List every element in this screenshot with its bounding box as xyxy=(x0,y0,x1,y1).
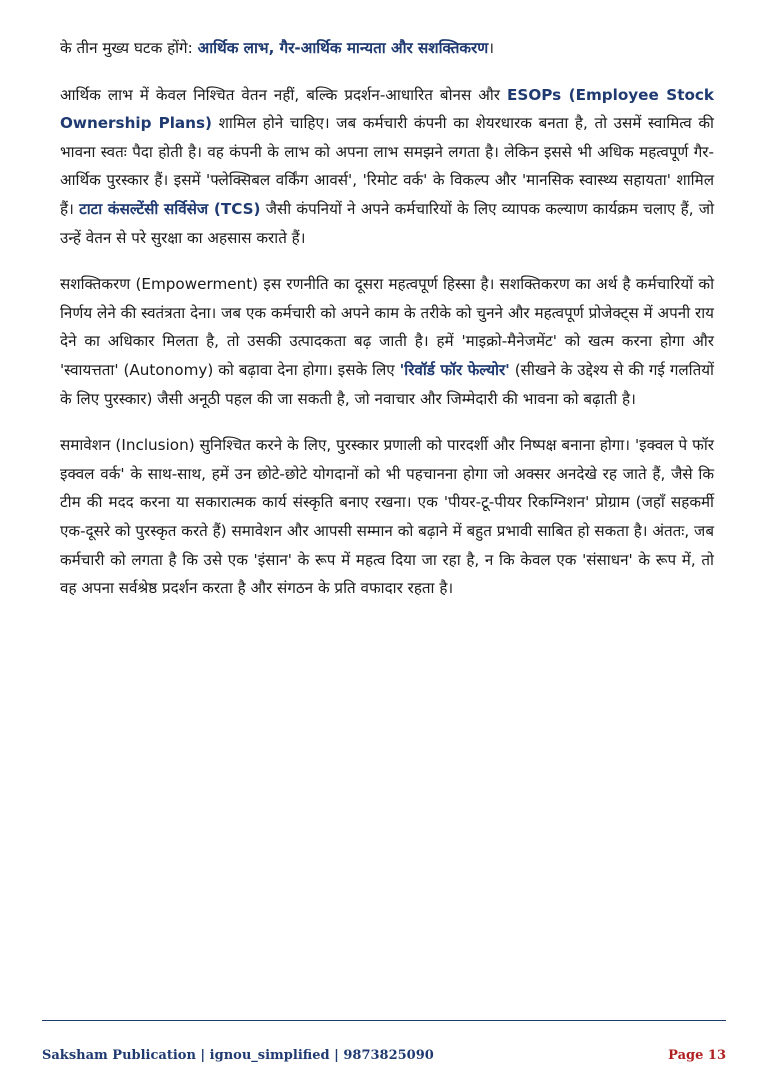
footer-divider xyxy=(42,1020,726,1021)
inclusion-text: समावेशन (Inclusion) सुनिश्चित करने के लिए, पुरस्कार प्रणाली को पारदर्शी और निष्पक्ष बनाना होगा। 'इक्वल पे फॉर इक्वल वर्क' के साथ-साथ, हमें उन छोटे-छोटे योगदानों को भी पहचानना होगा जो अक्सर अनदेखे रह जाते हैं, जैसे कि टीम की मदद करना या सकारात्मक कार्य संस्कृति बनाए रखना। एक 'पीयर-टू-पीयर रिकग्निशन' प्रोग्राम (जहाँ सहकर्मी एक-दूसरे को पुरस्कृत करते हैं) समावेशन और आपसी सम्मान को बढ़ाने में बहुत प्रभावी साबित हो सकता है। अंततः, जब कर्मचारी को लगता है कि उसे एक 'इंसान' के रूप में महत्व दिया जा रहा है, न कि केवल एक 'संसाधन' के रूप में, तो वह अपना सर्वश्रेष्ठ प्रदर्शन करता है और संगठन के प्रति वफादार रहता है। xyxy=(60,436,714,598)
page-body xyxy=(60,34,714,621)
intro-end: । xyxy=(488,39,494,57)
intro-text: के तीन मुख्य घटक होंगे: xyxy=(60,39,198,57)
economic-text-3: जैसी कंपनियों ने अपने कर्मचारियों के लिए व्यापक कल्याण कार्यक्रम चलाए हैं, जो उन्हें वेतन से परे सुरक्षा का अहसास कराते हैं। xyxy=(60,199,715,247)
economic-text-1: आर्थिक लाभ में केवल निश्चित वेतन नहीं, बल्कि प्रदर्शन-आधारित बोनस और xyxy=(60,85,508,104)
esops-highlight: ESOPs (Employee Stock Ownership Plans) xyxy=(60,85,714,133)
tcs-highlight: टाटा कंसल्टेंसी सर्विसेज (TCS) xyxy=(79,199,261,218)
economic-text-2: शामिल होने चाहिए। जब कर्मचारी कंपनी का शेयरधारक बनता है, तो उसमें स्वामित्व की भावना स्वतः पैदा होती है। वह कंपनी के लाभ को अपना लाभ समझने लगता है। लेकिन इससे भी अधिक महत्वपूर्ण गैर-आर्थिक पुरस्कार हैं। इसमें 'फ्लेक्सिबल वर्किंग आवर्स', 'रिमोट वर्क' के विकल्प और 'मानसिक स्वास्थ्य सहायता' शामिल हैं। xyxy=(60,114,714,218)
empowerment-text-1: सशक्तिकरण (Empowerment) इस रणनीति का दूसरा महत्वपूर्ण हिस्सा है। सशक्तिकरण का अर्थ है कर्मचारियों को निर्णय लेने की स्वतंत्रता देना। जब एक कर्मचारी को अपने काम के तरीके को चुनने और महत्वपूर्ण प्रोजेक्ट्स में अपनी राय देने का अधिकार मिलता है, तो उसकी उत्पादकता बढ़ जाती है। हमें 'माइक्रो-मैनेजमेंट' को खत्म करना होगा और 'स्वायत्तता' (Autonomy) को बढ़ावा देना होगा। इसके लिए xyxy=(60,275,714,379)
empowerment-text-2: (सीखने के उद्देश्य से की गई गलतियों के लिए पुरस्कार) जैसी अनूठी पहल की जा सकती है, जो नवाचार और जिम्मेदारी की भावना को बढ़ाती है। xyxy=(60,360,714,408)
page-number: Page 13 xyxy=(668,1048,726,1063)
footer-publisher: Saksham Publication | ignou_simplified | 9873825090 xyxy=(42,1048,434,1063)
paragraph-intro xyxy=(60,34,714,63)
paragraph-inclusion xyxy=(60,431,714,603)
reward-for-failure-highlight: 'रिवॉर्ड फॉर फेल्योर' xyxy=(399,360,510,379)
paragraph-economic-benefits xyxy=(60,81,714,253)
paragraph-empowerment xyxy=(60,270,714,413)
three-components-highlight: आर्थिक लाभ, गैर-आर्थिक मान्यता और सशक्तिकरण xyxy=(197,39,489,57)
